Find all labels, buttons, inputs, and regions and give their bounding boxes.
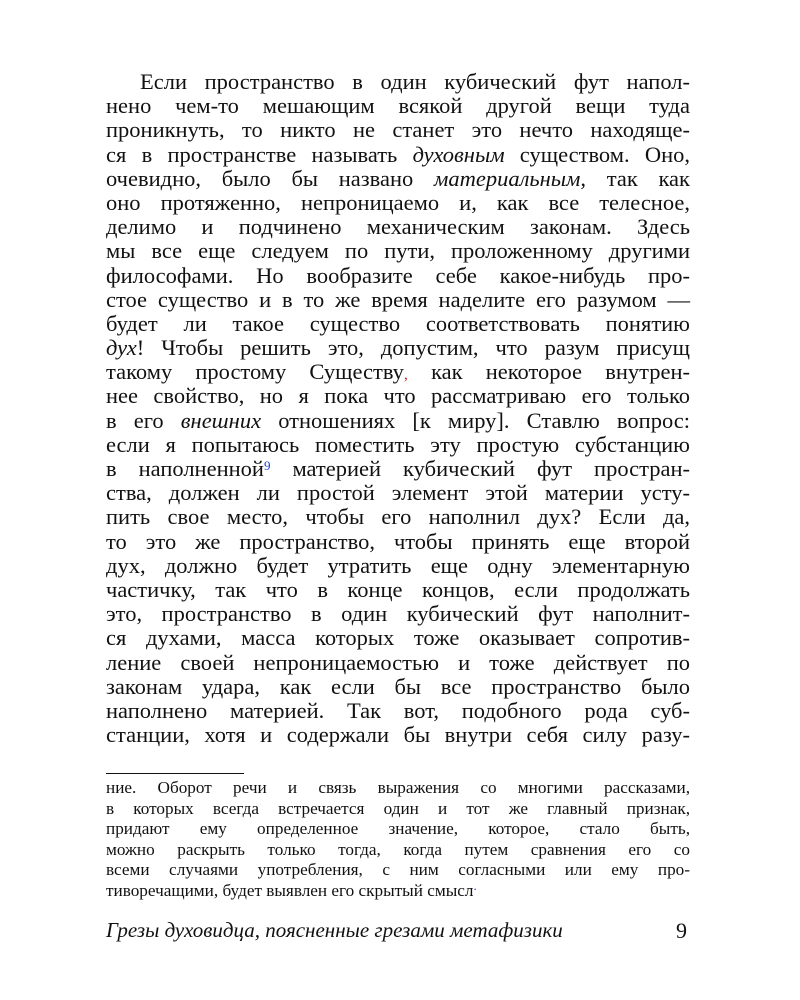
footnote-link[interactable]: 9 <box>263 458 271 473</box>
text-segment: очевидно, было бы названо <box>106 165 434 191</box>
footnote-line <box>106 778 690 799</box>
footnote-line <box>106 799 690 820</box>
body-line <box>106 360 690 384</box>
text-segment: делимо и подчинено механическим законам. Здесь <box>106 214 690 240</box>
body-line <box>106 94 690 118</box>
text-segment: нее свойство, но я пока что рассматриваю его только <box>106 383 690 409</box>
body-line <box>106 215 690 239</box>
body-line <box>106 239 690 263</box>
text-segment: ние. Оборот речи и связь выражения со многими рассказами, <box>106 778 690 797</box>
text-segment: ление своей непроницаемостью и тоже действует по <box>106 649 690 675</box>
text-segment: стое существо и в то же время наделите его разумом — <box>106 286 690 312</box>
text-segment: существом. Оно, <box>504 141 691 167</box>
body-line <box>106 384 690 408</box>
footnote-link[interactable]: . <box>473 877 477 893</box>
body-line <box>106 288 690 312</box>
text-segment: в которых всегда встречается один и тот же главный признак, <box>106 798 690 818</box>
footnote-line <box>106 840 690 861</box>
text-segment: станции, хотя и содержали бы внутри себя силу разу- <box>106 722 690 748</box>
body-line <box>106 505 690 529</box>
text-segment: так как <box>586 165 690 191</box>
text-segment: ства, должен ли простой элемент этой материи усту- <box>106 480 690 506</box>
body-line <box>106 699 690 723</box>
text-segment: оно протяженно, непроницаемо и, как все телесное, <box>106 189 690 215</box>
text-segment: придают ему определенное значение, которое, стало быть, <box>106 819 690 839</box>
italic-term: внешних <box>180 407 262 433</box>
text-segment: в его <box>106 407 181 433</box>
text-segment: философами. Но вообразите себе какое-нибудь про- <box>106 262 690 288</box>
text-segment: дух, должно будет утратить еще одну элементарную <box>106 552 690 578</box>
body-line <box>106 602 690 626</box>
body-line <box>106 554 690 578</box>
page-number: 9 <box>676 918 687 943</box>
main-text <box>106 70 690 747</box>
text-segment: как некоторое внутрен- <box>407 359 690 385</box>
body-line <box>106 457 690 481</box>
footnote <box>106 778 690 902</box>
body-line <box>106 336 690 360</box>
body-line <box>106 70 690 94</box>
footnote-line <box>106 819 690 840</box>
body-line <box>106 626 690 650</box>
italic-term: материальным, <box>433 165 587 191</box>
edit-mark: , <box>403 366 408 384</box>
text-segment: наполнено материей. Так вот, подобного рода суб- <box>106 697 690 723</box>
body-line <box>106 578 690 602</box>
body-line <box>106 409 690 433</box>
text-segment: в наполненной <box>106 456 264 481</box>
text-segment: будет ли такое существо соответствовать понятию <box>106 310 690 336</box>
body-line <box>106 167 690 191</box>
body-line <box>106 651 690 675</box>
text-segment: законам удара, как если бы все пространство было <box>106 673 690 699</box>
footnote-line <box>106 877 690 902</box>
text-segment: ся в пространстве называть <box>106 141 413 167</box>
text-segment: то это же пространство, чтобы принять еще второй <box>106 528 690 554</box>
text-segment: всеми случаями употребления, с ним согласными или ему про- <box>106 860 690 880</box>
text-segment: если я попытаюсь поместить эту простую субстанцию <box>106 431 690 457</box>
text-segment: это, пространство в один кубический фут наполнит- <box>106 601 690 627</box>
italic-term: дух <box>106 335 137 361</box>
body-line <box>106 433 690 457</box>
text-segment: можно раскрыть только тогда, когда путем сравнения его со <box>106 839 690 859</box>
italic-term: духовным <box>412 141 505 167</box>
body-line <box>106 481 690 505</box>
text-segment: мы все еще следуем по пути, проложенному другими <box>106 238 690 264</box>
body-line <box>106 264 690 288</box>
body-line <box>106 723 690 747</box>
text-segment: тиворечащими, будет выявлен его скрытый смысл <box>106 880 474 900</box>
text-segment: ся духами, масса которых тоже оказывает сопротив- <box>106 625 690 651</box>
body-line <box>106 530 690 554</box>
text-segment: частичку, так что в конце концов, если продолжать <box>106 576 690 602</box>
text-segment: ! Чтобы решить это, допустим, что разум присущ <box>136 335 690 361</box>
body-line <box>106 191 690 215</box>
text-segment: проникнуть, то никто не станет это нечто находяще- <box>106 117 690 143</box>
footnote-separator <box>106 773 244 774</box>
body-line <box>106 312 690 336</box>
text-segment: нено чем-то мешающим всякой другой вещи туда <box>106 93 690 119</box>
text-segment: Если пространство в один кубический фут напол- <box>140 69 690 94</box>
body-line <box>106 143 690 167</box>
text-segment: отношениях [к миру]. Ставлю вопрос: <box>261 407 690 433</box>
text-segment: пить свое место, чтобы его наполнил дух? Если да, <box>106 504 690 530</box>
body-line <box>106 118 690 142</box>
text-segment: материей кубический фут простран- <box>270 456 690 481</box>
body-line <box>106 675 690 699</box>
running-title: Грезы духовидца, поясненные грезами метафизики <box>106 918 563 942</box>
footnote-line <box>106 860 690 881</box>
text-segment: такому простому Существу <box>106 359 404 385</box>
